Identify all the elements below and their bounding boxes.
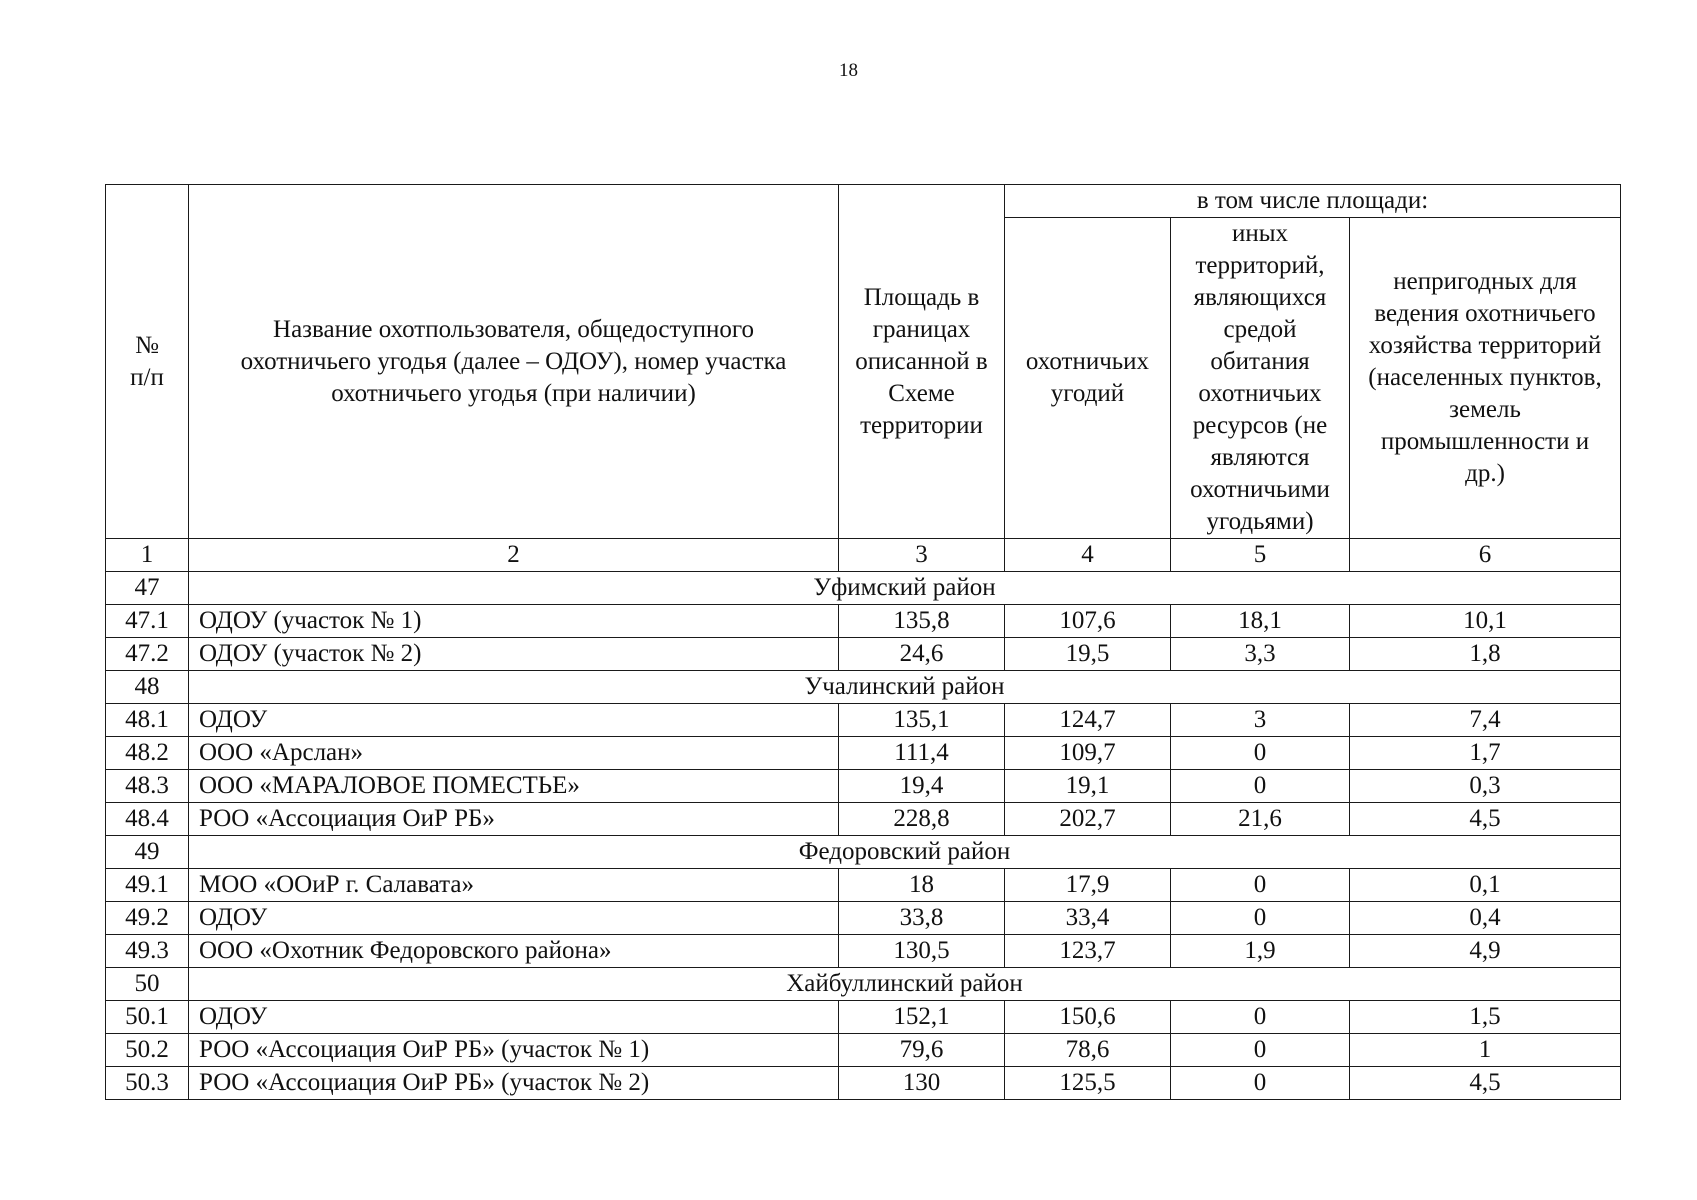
row-hunting: 202,7 <box>1005 803 1171 836</box>
row-area: 152,1 <box>839 1001 1005 1034</box>
row-name: ООО «Охотник Федоровского района» <box>189 935 839 968</box>
row-area: 111,4 <box>839 737 1005 770</box>
column-number: 1 <box>106 539 189 572</box>
row-unsuitable: 0,1 <box>1350 869 1621 902</box>
row-unsuitable: 4,5 <box>1350 803 1621 836</box>
hunting-areas-table <box>105 184 1621 1100</box>
row-area: 33,8 <box>839 902 1005 935</box>
row-other: 3 <box>1171 704 1350 737</box>
header-other-territories: иных территорий, являющихся средой обитания охотничьих ресурсов (не являются охотничьими угодьями) <box>1171 218 1350 539</box>
row-unsuitable: 1,8 <box>1350 638 1621 671</box>
row-other: 0 <box>1171 902 1350 935</box>
row-area: 18 <box>839 869 1005 902</box>
header-area: Площадь в границах описанной в Схеме территории <box>839 185 1005 539</box>
header-group: в том числе площади: <box>1005 185 1621 218</box>
row-name: ОДОУ <box>189 704 839 737</box>
row-hunting: 17,9 <box>1005 869 1171 902</box>
table-row <box>106 638 1621 671</box>
row-hunting: 33,4 <box>1005 902 1171 935</box>
district-row <box>106 836 1621 869</box>
row-name: РОО «Ассоциация ОиР РБ» (участок № 2) <box>189 1067 839 1100</box>
row-number: 49.1 <box>106 869 189 902</box>
row-number: 47.1 <box>106 605 189 638</box>
district-number: 49 <box>106 836 189 869</box>
column-number: 6 <box>1350 539 1621 572</box>
row-hunting: 150,6 <box>1005 1001 1171 1034</box>
row-area: 79,6 <box>839 1034 1005 1067</box>
row-area: 19,4 <box>839 770 1005 803</box>
district-number: 50 <box>106 968 189 1001</box>
row-name: РОО «Ассоциация ОиР РБ» (участок № 1) <box>189 1034 839 1067</box>
row-hunting: 78,6 <box>1005 1034 1171 1067</box>
row-name: ООО «Арслан» <box>189 737 839 770</box>
page-number: 18 <box>839 60 858 81</box>
column-number: 3 <box>839 539 1005 572</box>
row-area: 135,1 <box>839 704 1005 737</box>
table-row <box>106 770 1621 803</box>
row-other: 1,9 <box>1171 935 1350 968</box>
row-unsuitable: 1,5 <box>1350 1001 1621 1034</box>
table-row <box>106 935 1621 968</box>
table-row <box>106 605 1621 638</box>
column-number: 4 <box>1005 539 1171 572</box>
header-unsuitable-territories: непригодных для ведения охотничьего хозяйства территорий (населенных пунктов, земель промышленности и др.) <box>1350 218 1621 539</box>
row-number: 47.2 <box>106 638 189 671</box>
row-hunting: 125,5 <box>1005 1067 1171 1100</box>
row-name: РОО «Ассоциация ОиР РБ» <box>189 803 839 836</box>
row-hunting: 123,7 <box>1005 935 1171 968</box>
district-name: Хайбуллинский район <box>189 968 1621 1001</box>
row-unsuitable: 1 <box>1350 1034 1621 1067</box>
row-number: 49.2 <box>106 902 189 935</box>
table-row <box>106 902 1621 935</box>
district-name: Федоровский район <box>189 836 1621 869</box>
row-hunting: 19,5 <box>1005 638 1171 671</box>
row-area: 24,6 <box>839 638 1005 671</box>
row-unsuitable: 4,5 <box>1350 1067 1621 1100</box>
district-row <box>106 671 1621 704</box>
table-body <box>106 572 1621 1100</box>
district-number: 47 <box>106 572 189 605</box>
district-name: Учалинский район <box>189 671 1621 704</box>
row-number: 50.1 <box>106 1001 189 1034</box>
row-other: 0 <box>1171 1001 1350 1034</box>
row-other: 0 <box>1171 770 1350 803</box>
table-row <box>106 704 1621 737</box>
row-hunting: 19,1 <box>1005 770 1171 803</box>
row-number: 48.3 <box>106 770 189 803</box>
row-unsuitable: 4,9 <box>1350 935 1621 968</box>
column-numbers-row <box>106 539 1621 572</box>
row-other: 0 <box>1171 869 1350 902</box>
row-unsuitable: 7,4 <box>1350 704 1621 737</box>
row-unsuitable: 10,1 <box>1350 605 1621 638</box>
district-row <box>106 968 1621 1001</box>
row-number: 50.2 <box>106 1034 189 1067</box>
table-row <box>106 1034 1621 1067</box>
row-hunting: 107,6 <box>1005 605 1171 638</box>
table-row <box>106 803 1621 836</box>
row-area: 130 <box>839 1067 1005 1100</box>
column-number: 2 <box>189 539 839 572</box>
row-other: 0 <box>1171 1034 1350 1067</box>
row-number: 50.3 <box>106 1067 189 1100</box>
header-hunting-grounds: охотничьих угодий <box>1005 218 1171 539</box>
row-area: 130,5 <box>839 935 1005 968</box>
row-name: ОДОУ <box>189 1001 839 1034</box>
row-name: ОДОУ (участок № 2) <box>189 638 839 671</box>
row-other: 0 <box>1171 737 1350 770</box>
row-hunting: 124,7 <box>1005 704 1171 737</box>
row-name: ОДОУ (участок № 1) <box>189 605 839 638</box>
row-unsuitable: 0,4 <box>1350 902 1621 935</box>
row-unsuitable: 0,3 <box>1350 770 1621 803</box>
row-number: 48.1 <box>106 704 189 737</box>
row-hunting: 109,7 <box>1005 737 1171 770</box>
header-number: № п/п <box>106 185 189 539</box>
row-other: 21,6 <box>1171 803 1350 836</box>
row-other: 3,3 <box>1171 638 1350 671</box>
row-area: 228,8 <box>839 803 1005 836</box>
row-number: 48.4 <box>106 803 189 836</box>
column-number: 5 <box>1171 539 1350 572</box>
table-row <box>106 1001 1621 1034</box>
header-name: Название охотпользователя, общедоступного охотничьего угодья (далее – ОДОУ), номер участка охотничьего угодья (при наличии) <box>189 185 839 539</box>
row-number: 48.2 <box>106 737 189 770</box>
district-row <box>106 572 1621 605</box>
row-name: ОДОУ <box>189 902 839 935</box>
row-area: 135,8 <box>839 605 1005 638</box>
district-number: 48 <box>106 671 189 704</box>
row-other: 0 <box>1171 1067 1350 1100</box>
district-name: Уфимский район <box>189 572 1621 605</box>
table-row <box>106 869 1621 902</box>
table-row <box>106 1067 1621 1100</box>
row-name: МОО «ООиР г. Салавата» <box>189 869 839 902</box>
table-row <box>106 737 1621 770</box>
row-name: ООО «МАРАЛОВОЕ ПОМЕСТЬЕ» <box>189 770 839 803</box>
row-other: 18,1 <box>1171 605 1350 638</box>
row-number: 49.3 <box>106 935 189 968</box>
row-unsuitable: 1,7 <box>1350 737 1621 770</box>
